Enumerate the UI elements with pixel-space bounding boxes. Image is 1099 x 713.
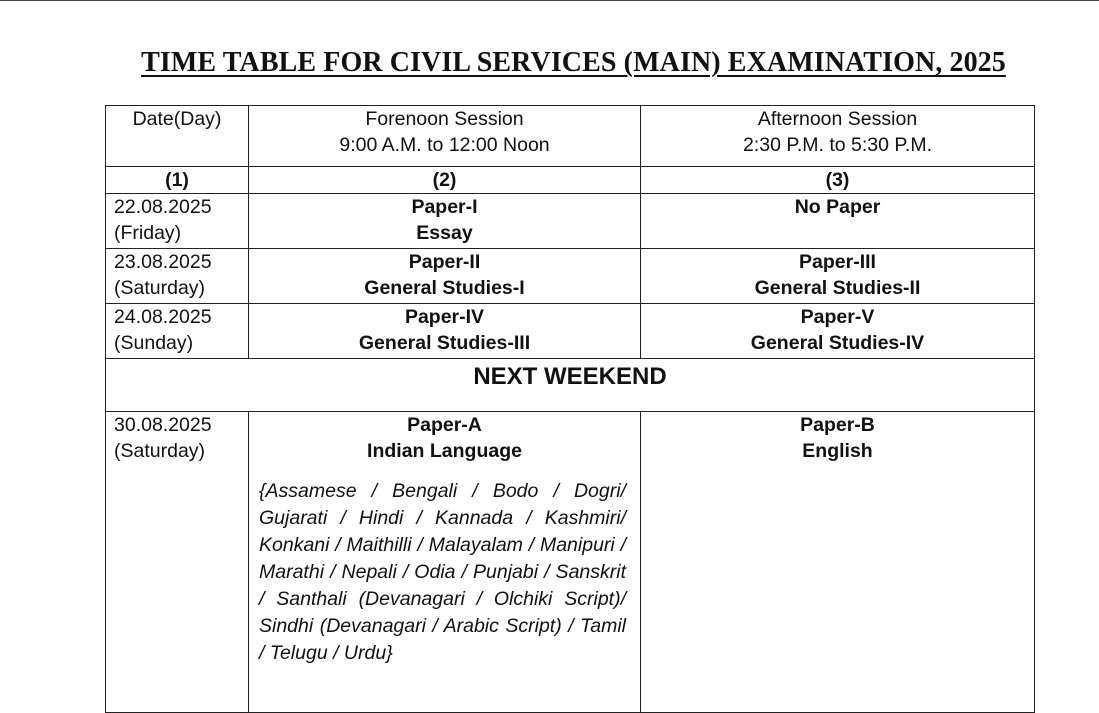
paper-name: Paper-II [408,251,481,273]
paper-subject: General Studies-III [358,332,531,354]
header-date-day [106,106,249,167]
column-number-3: (3) [641,167,1035,194]
exam-day: (Saturday) [114,277,206,299]
header-afternoon [641,106,1035,167]
paper-subject: Indian Language [367,440,522,462]
forenoon-cell [249,249,641,304]
next-weekend-row [106,359,1035,412]
next-weekend-heading: NEXT WEEKEND [106,359,1035,412]
exam-date: 24.08.2025 [114,306,212,328]
header-afternoon-time: 2:30 P.M. to 5:30 P.M. [743,134,932,156]
afternoon-cell [641,412,1035,713]
column-number-1: (1) [106,167,249,194]
forenoon-cell [249,194,641,249]
afternoon-cell [641,304,1035,359]
top-border-line [0,0,1099,1]
forenoon-cell [249,304,641,359]
header-forenoon-time: 9:00 A.M. to 12:00 Noon [339,134,550,156]
header-row [106,106,1035,167]
paper-name: Paper-V [800,306,875,328]
exam-date: 30.08.2025 [114,414,212,436]
exam-date: 22.08.2025 [114,196,212,218]
table-row [106,194,1035,249]
column-number-row [106,167,1035,194]
paper-subject: General Studies-I [364,277,525,299]
table-row [106,412,1035,713]
date-cell [106,249,249,304]
exam-day: (Sunday) [114,332,194,354]
table-row [106,249,1035,304]
exam-date: 23.08.2025 [114,251,212,273]
language-list: {Assamese / Bengali / Bodo / Dogri/ Gujarati / Hindi / Kannada / Kashmiri/ Konkani / Maithilli / Malayalam / Manipuri / Marathi / Nepali / Odia / Punjabi / Sanskrit / Santhali (Devanagari / Olchiki Script)/ Sindhi (Devanagari / Arabic Script) / Tamil / Telugu / Urdu} [259,480,626,664]
afternoon-cell [641,249,1035,304]
header-forenoon [249,106,641,167]
forenoon-cell [249,412,641,713]
afternoon-cell [641,194,1035,249]
table-row [106,304,1035,359]
paper-subject: General Studies-II [754,277,921,299]
column-number-2: (2) [249,167,641,194]
date-cell [106,194,249,249]
header-forenoon-label: Forenoon Session [365,108,524,130]
page-title: TIME TABLE FOR CIVIL SERVICES (MAIN) EXAMINATION, 2025 [141,47,1006,78]
paper-subject: Essay [416,222,473,244]
timetable [105,105,1035,713]
paper-subject: General Studies-IV [750,332,925,354]
paper-name: Paper-IV [404,306,485,328]
exam-day: (Friday) [114,222,182,244]
paper-subject: English [802,440,873,462]
header-afternoon-label: Afternoon Session [757,108,918,130]
paper-name: Paper-I [411,196,478,218]
date-cell [106,304,249,359]
paper-name: Paper-B [800,414,875,436]
date-cell [106,412,249,713]
paper-name: No Paper [794,196,881,218]
paper-name: Paper-A [407,414,482,436]
header-date-label: Date(Day) [132,108,222,130]
paper-name: Paper-III [799,251,876,273]
exam-day: (Saturday) [114,440,206,462]
